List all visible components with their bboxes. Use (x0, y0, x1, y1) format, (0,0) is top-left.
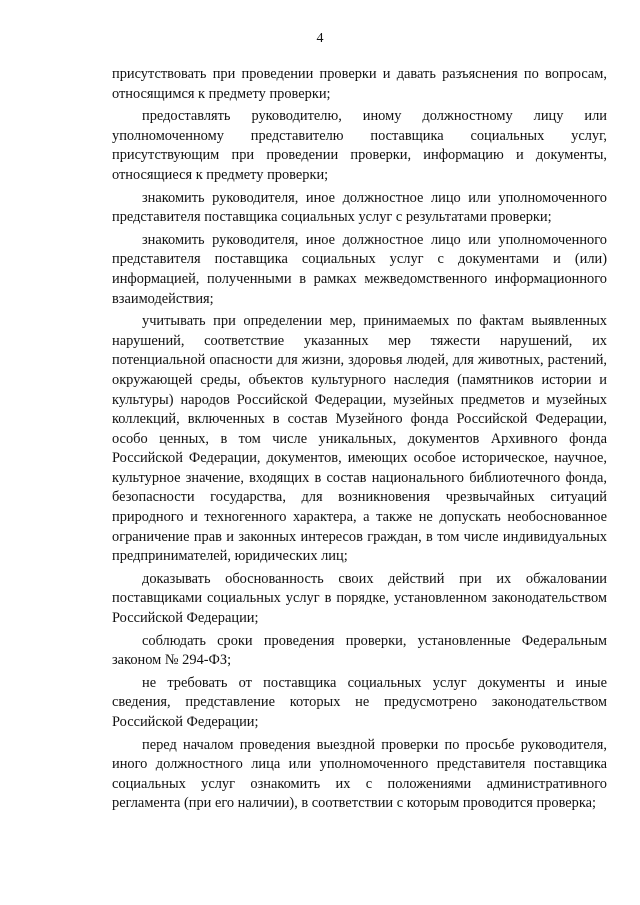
paragraph-justify-actions: доказывать обоснованность своих действий при их обжаловании поставщиками социальных услуг в порядке, установленном законодательством Российской Федерации; (112, 570, 607, 627)
paragraph-provide-information: предоставлять руководителю, иному должностному лицу или уполномоченному представителю поставщика социальных услуг, присутствующим при проведении проверки, информацию и документы, относящиеся к предмету проверки; (112, 108, 607, 183)
page-number: 4 (316, 31, 324, 46)
paragraph-presence-during-inspection: присутствовать при проведении проверки и давать разъяснения по вопросам, относящимся к предмету проверки; (112, 66, 607, 102)
paragraph-observe-deadlines: соблюдать сроки проведения проверки, установленные Федеральным законом № 294-ФЗ; (112, 632, 607, 669)
paragraph-familiarize-documents: знакомить руководителя, иное должностное лицо или уполномоченного представителя поставщика социальных услуг с документами и (или) информацией, полученными в рамках межведомственного информационного взаимодействия; (112, 231, 607, 307)
paragraph-consider-measures: учитывать при определении мер, принимаемых по фактам выявленных нарушений, соответствие указанных мер тяжести нарушений, их потенциальной опасности для жизни, здоровья людей, для животных, растений, окружающей среды, объектов культурного наследия (памятников истории и культуры) народов Российской Федерации, музейных предметов и музейных коллекций, включенных в состав Музейного фонда Российской Федерации, особо ценных, в том числе уникальных, документов Архивного фонда Российской Федерации, документов, имеющих особое историческое, научное, культурное значение, входящих в состав национального библиотечного фонда, безопасности государства, для возникновения чрезвычайных ситуаций природного и техногенного характера, а также не допускать необоснованное ограничение прав и законных интересов граждан, в том числе индивидуальных предпринимателей, юридических лиц; (112, 313, 607, 565)
document-body (112, 65, 607, 817)
paragraph-familiarize-results: знакомить руководителя, иное должностное лицо или уполномоченного представителя поставщика социальных услуг с результатами проверки; (112, 189, 607, 226)
paragraph-familiarize-regulation: перед началом проведения выездной проверки по просьбе руководителя, иного должностного лица или уполномоченного представителя поставщика социальных услуг ознакомить их с положениями административного регламента (при его наличии), в соответствии с которым проводится проверка; (112, 736, 607, 812)
paragraph-no-extra-documents: не требовать от поставщика социальных услуг документы и иные сведения, представление которых не предусмотрено законодательством Российской Федерации; (112, 674, 607, 730)
